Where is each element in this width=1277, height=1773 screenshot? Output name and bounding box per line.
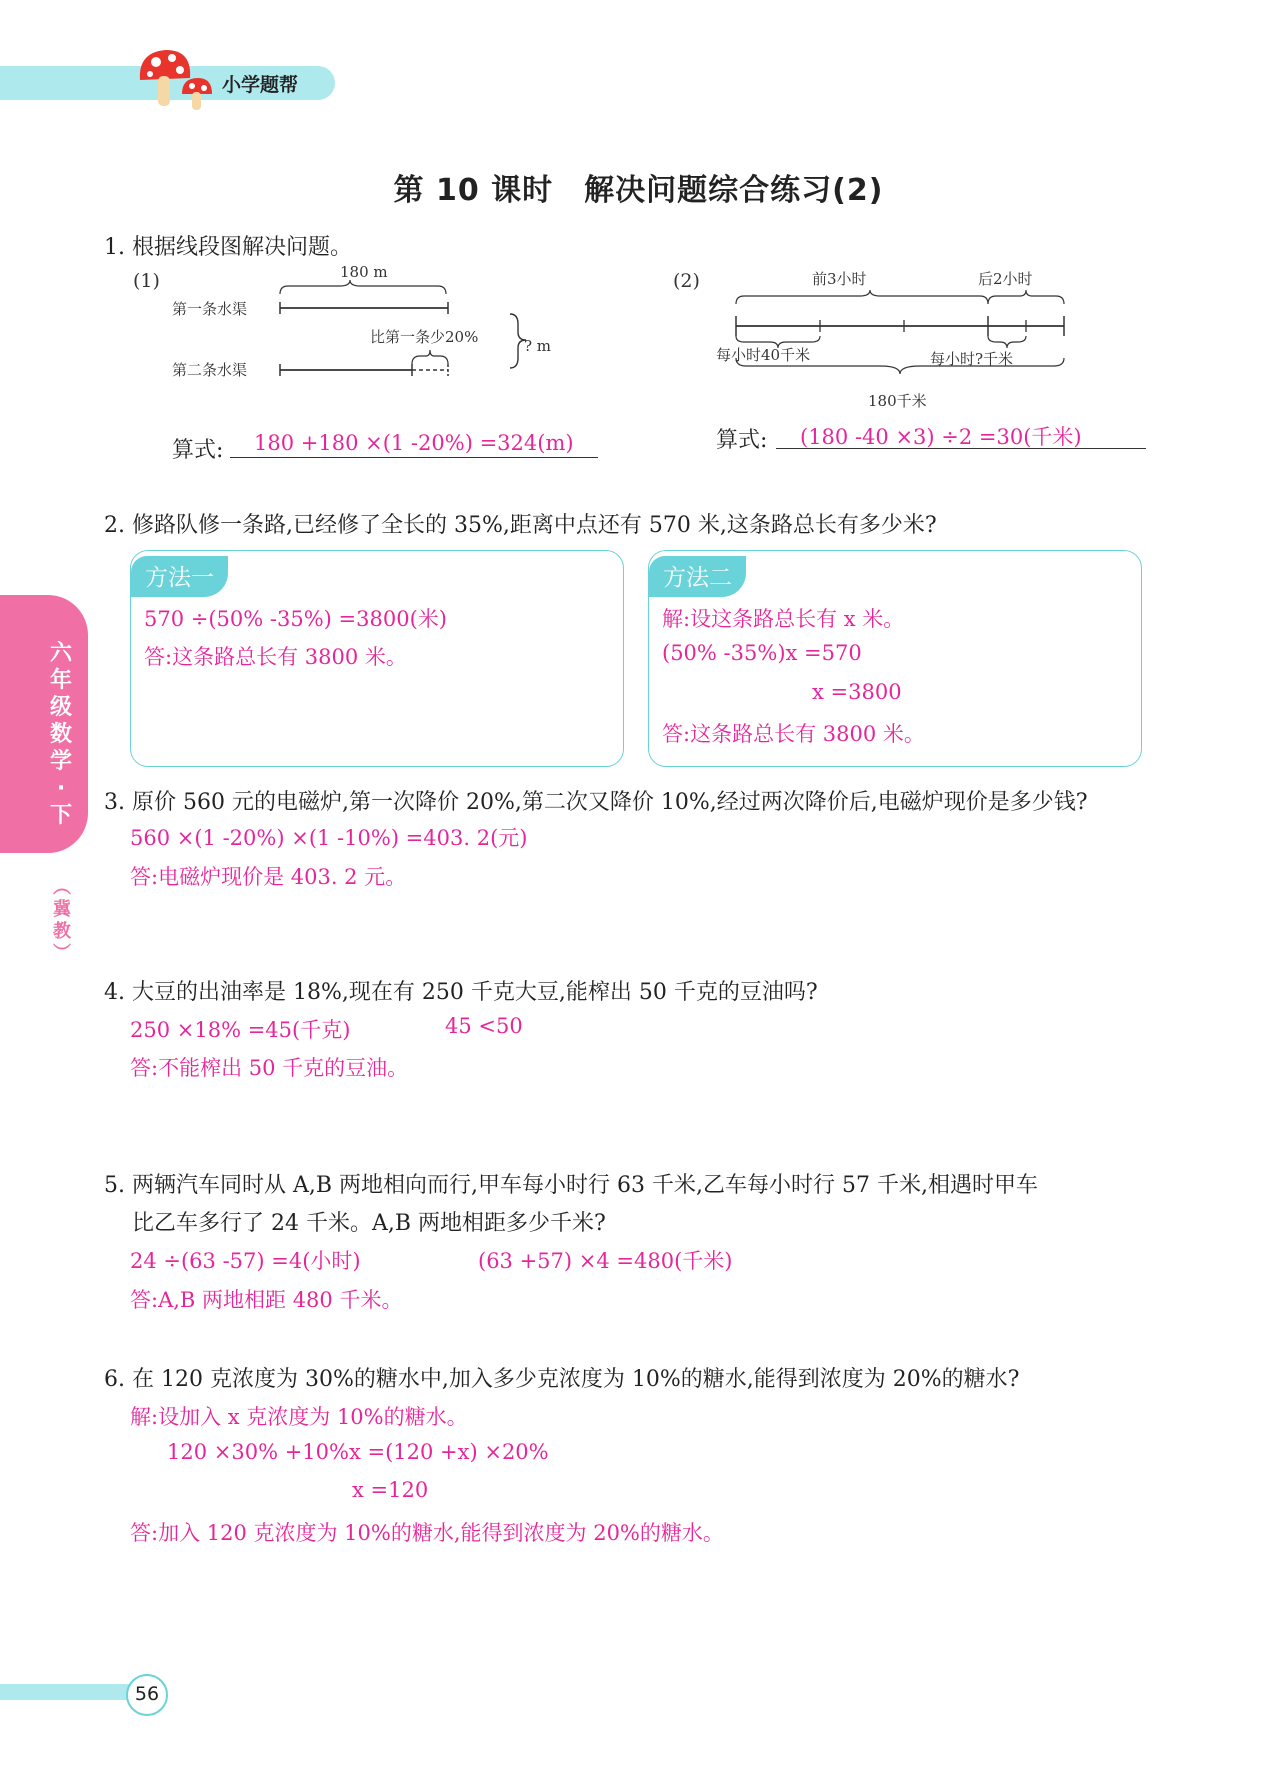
q6-stem: 6. 在 120 克浓度为 30%的糖水中,加入多少克浓度为 10%的糖水,能得到浓度为 20%的糖水? bbox=[104, 1367, 1020, 1392]
q2-stem: 2. 修路队修一条路,已经修了全长的 35%,距离中点还有 570 米,这条路总长有多少米? bbox=[104, 513, 937, 538]
q2-method2-line2: (50% -35%)x =570 bbox=[662, 641, 862, 665]
q4-answer-formula: 250 ×18% =45(千克) bbox=[130, 1018, 351, 1042]
mushroom-logo-icon bbox=[128, 44, 218, 116]
q1-stem: 1. 根据线段图解决问题。 bbox=[104, 235, 352, 260]
q5-answer-formula2: (63 +57) ×4 =480(千米) bbox=[478, 1249, 733, 1273]
q1-p1-formula: 180 +180 ×(1 -20%) =324(m) bbox=[254, 431, 574, 455]
q4-stem: 4. 大豆的出油率是 18%,现在有 250 千克大豆,能榨出 50 千克的豆油吗? bbox=[104, 980, 818, 1005]
q6-answer-solution: x =120 bbox=[352, 1478, 429, 1502]
q4-answer-compare: 45 <50 bbox=[445, 1014, 523, 1038]
footer-bar bbox=[0, 1684, 140, 1700]
q6-answer-let: 解:设加入 x 克浓度为 10%的糖水。 bbox=[130, 1405, 468, 1429]
side-tab-sub: ︵ 冀 教 ︶ bbox=[53, 877, 71, 964]
q2-method2-tab: 方法二 bbox=[649, 556, 746, 597]
q1-p1-row2: 第二条水渠 bbox=[172, 361, 248, 379]
q6-answer-text: 答:加入 120 克浓度为 10%的糖水,能得到浓度为 20%的糖水。 bbox=[130, 1521, 724, 1545]
q2-method1-line1: 570 ÷(50% -35%) =3800(米) bbox=[144, 607, 447, 631]
q1-p2-speed1: 每小时40千米 bbox=[716, 346, 811, 364]
q1-p1-note: 比第一条少20% bbox=[370, 328, 479, 346]
q2-method1-tab: 方法一 bbox=[131, 556, 228, 597]
q1-p1-question: ? m bbox=[524, 337, 552, 355]
page-number: 56 bbox=[134, 1683, 160, 1705]
q3-stem: 3. 原价 560 元的电磁炉,第一次降价 20%,第二次又降价 10%,经过两次降价后,电磁炉现价是多少钱? bbox=[104, 790, 1088, 815]
q5-stem-line1: 5. 两辆汽车同时从 A,B 两地相向而行,甲车每小时行 63 千米,乙车每小时行 57 千米,相遇时甲车 bbox=[104, 1173, 1038, 1198]
q1-p2-total: 180千米 bbox=[868, 392, 927, 410]
q3-answer-formula: 560 ×(1 -20%) ×(1 -10%) =403. 2(元) bbox=[130, 826, 528, 850]
q2-method1-line2: 答:这条路总长有 3800 米。 bbox=[144, 645, 407, 669]
q1-p2-formula: (180 -40 ×3) ÷2 =30(千米) bbox=[800, 425, 1082, 449]
page-title: 第 10 课时 解决问题综合练习(2) bbox=[393, 173, 884, 208]
q1-p1-num: (1) bbox=[133, 270, 160, 292]
q1-p1-underline bbox=[230, 457, 598, 458]
q5-answer-formula1: 24 ÷(63 -57) =4(小时) bbox=[130, 1249, 361, 1273]
q5-answer-text: 答:A,B 两地相距 480 千米。 bbox=[130, 1288, 403, 1312]
side-tab-label: 六 年 级 数 学 · 下 bbox=[49, 641, 72, 828]
q4-answer-text: 答:不能榨出 50 千克的豆油。 bbox=[130, 1056, 409, 1080]
q1-p2-first: 前3小时 bbox=[812, 270, 867, 288]
q1-p1-diagram bbox=[270, 276, 530, 386]
q2-method2-line3: x =3800 bbox=[812, 680, 902, 704]
q1-p2-diagram bbox=[730, 280, 1070, 390]
q1-p2-speed2: 每小时?千米 bbox=[930, 350, 1014, 368]
brand-text: 小学题帮 bbox=[222, 74, 299, 96]
q1-p2-formula-label: 算式: bbox=[716, 428, 768, 453]
q2-method2-line4: 答:这条路总长有 3800 米。 bbox=[662, 722, 925, 746]
q3-answer-text: 答:电磁炉现价是 403. 2 元。 bbox=[130, 865, 407, 889]
q1-p2-num: (2) bbox=[673, 270, 700, 292]
q1-p2-later: 后2小时 bbox=[978, 270, 1033, 288]
q2-method2-line1: 解:设这条路总长有 x 米。 bbox=[662, 607, 905, 631]
q1-p1-row1: 第一条水渠 bbox=[172, 300, 248, 318]
q1-p1-total: 180 m bbox=[340, 263, 388, 281]
q1-p1-formula-label: 算式: bbox=[172, 438, 224, 463]
q6-answer-equation: 120 ×30% +10%x =(120 +x) ×20% bbox=[167, 1440, 549, 1464]
q5-stem-line2: 比乙车多行了 24 千米。A,B 两地相距多少千米? bbox=[132, 1211, 606, 1236]
